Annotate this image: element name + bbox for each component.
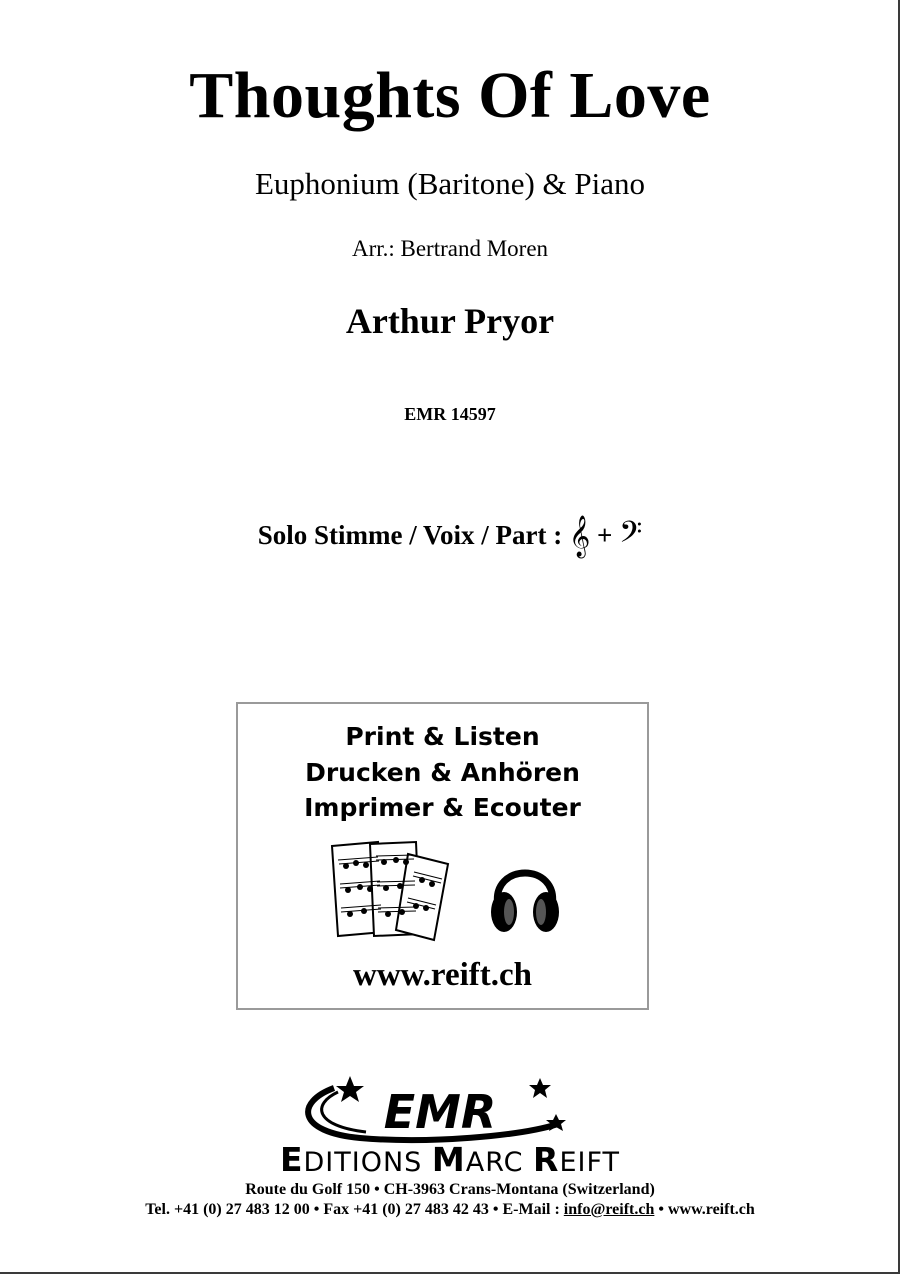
publisher-address: Route du Golf 150 • CH-3963 Crans-Montana (Switzerland) bbox=[245, 1181, 655, 1198]
arranger: Arr.: Bertrand Moren bbox=[351, 236, 549, 261]
email-link[interactable]: info@reift.ch bbox=[563, 1201, 655, 1218]
publisher-name-part-1: DITIONS bbox=[303, 1147, 432, 1178]
publisher-initial-e: E bbox=[279, 1140, 304, 1179]
part-label: Solo Stimme / Voix / Part : bbox=[257, 520, 563, 550]
publisher-name-part-3: EIFT bbox=[559, 1147, 621, 1178]
part-plus: + bbox=[596, 520, 613, 550]
promo-line-german: Drucken & Anhören bbox=[305, 758, 580, 787]
contact-phone-fax: Tel. +41 (0) 27 483 12 00 • Fax +41 (0) 27 483 42 43 • E-Mail : bbox=[145, 1201, 564, 1218]
publisher-initial-m: M bbox=[431, 1140, 466, 1179]
promo-url: www.reift.ch bbox=[352, 957, 533, 993]
publisher-name bbox=[0, 1140, 900, 1179]
promo-line-french: Imprimer & Ecouter bbox=[304, 793, 581, 822]
print-listen-box bbox=[236, 702, 649, 1010]
composer: Arthur Pryor bbox=[345, 301, 555, 341]
score-title: Thoughts Of Love bbox=[189, 59, 711, 132]
publisher-contact bbox=[0, 1201, 900, 1219]
bass-clef-icon: 𝄢 bbox=[619, 516, 643, 556]
treble-clef-icon: 𝄞 bbox=[568, 516, 591, 556]
logo-text: EMR bbox=[383, 1085, 497, 1139]
contact-website: • www.reift.ch bbox=[654, 1201, 755, 1218]
part-line bbox=[0, 515, 900, 558]
publisher-name-part-2: ARC bbox=[465, 1147, 534, 1178]
emr-logo bbox=[290, 1074, 590, 1146]
catalog-number: EMR 14597 bbox=[404, 404, 496, 424]
instrumentation: Euphonium (Baritone) & Piano bbox=[254, 166, 646, 201]
publisher-initial-r: R bbox=[533, 1140, 560, 1179]
headphones-icon bbox=[488, 852, 562, 936]
promo-line-english: Print & Listen bbox=[345, 722, 540, 751]
sheet-music-icon bbox=[330, 840, 458, 942]
